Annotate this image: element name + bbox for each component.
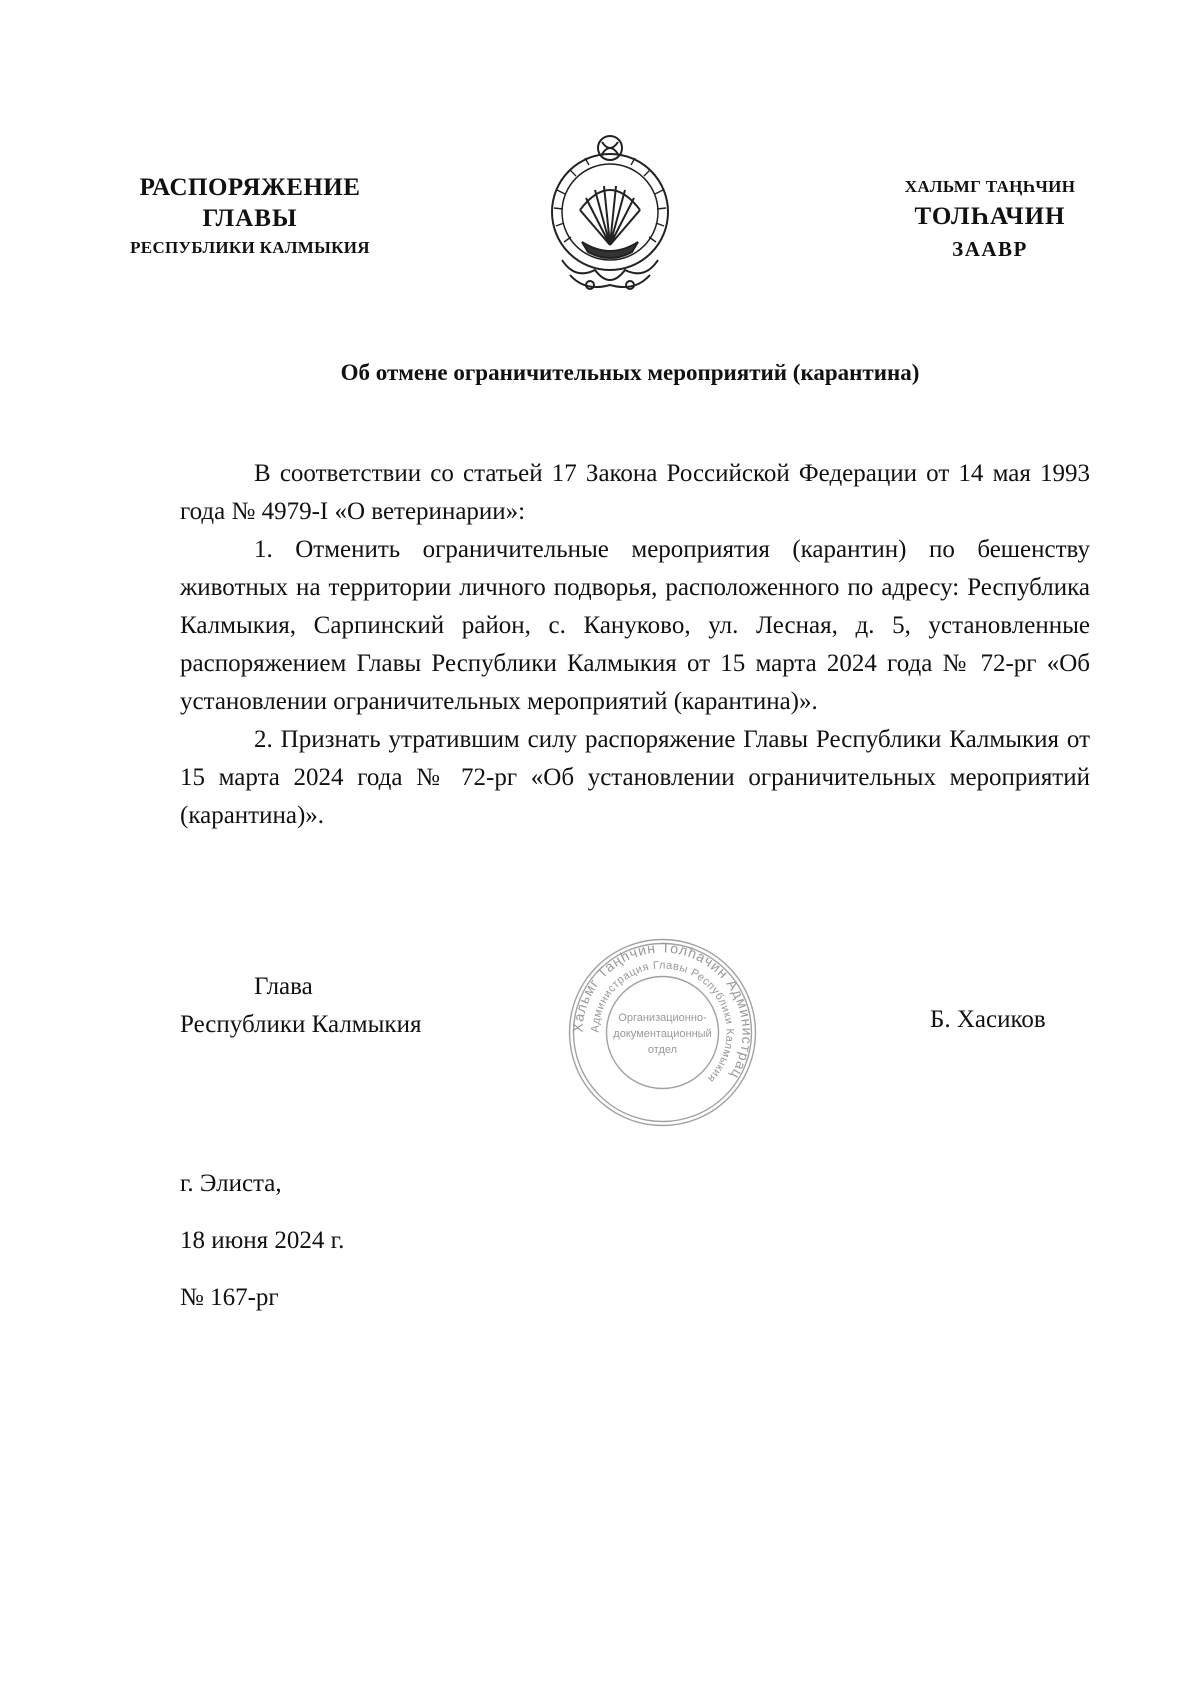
signatory-title <box>180 968 421 1044</box>
header-right-line2: ТОЛҺАЧИН <box>914 203 1066 230</box>
header-right-line3: ЗААВР <box>952 237 1028 261</box>
issuer-header-russian <box>80 172 420 262</box>
document-footer <box>180 1165 344 1336</box>
stamp-outer-text: Хальмг Таңһчин Толһачин Администрац <box>569 939 756 1083</box>
signatory-name: Б. Хасиков <box>930 1006 1046 1033</box>
stamp-center-line2: документационный <box>613 1028 712 1040</box>
document-title: Об отмене ограничительных мероприятий (карантина) <box>340 360 920 385</box>
stamp-inner-ring-text: Администрация Главы Республики Калмыкия <box>589 959 736 1085</box>
footer-city: г. Элиста, <box>180 1170 282 1197</box>
header-left-line2: ГЛАВЫ <box>202 205 298 232</box>
official-stamp <box>565 935 760 1130</box>
footer-number: № 167-рг <box>180 1284 279 1311</box>
signatory-title-line2: Республики Калмыкия <box>180 1011 422 1038</box>
issuer-header-kalmyk <box>840 172 1140 266</box>
header-right-line1: ХАЛЬМГ ТАҢҺЧИН <box>904 177 1076 196</box>
stamp-center-line1: Организационно- <box>618 1012 707 1024</box>
stamp-center-line3: отдел <box>647 1044 678 1056</box>
header-left-line3: РЕСПУБЛИКИ КАЛМЫКИЯ <box>130 238 370 257</box>
coat-of-arms-icon <box>540 130 680 300</box>
body-item-1: 1. Отменить ограничительные мероприятия (карантин) по бешенству животных на территории личного подворья, расположенного по адресу: Республика Калмыкия, Сарпинский район, с. Кануково, ул. Лесная, д. 5, установленные распоряжением Главы Республики Калмыкия от 15 марта 2024 года № 72-рг «Об установлении ограничительных мероприятий (карантина)». <box>180 536 1090 715</box>
footer-date: 18 июня 2024 г. <box>180 1227 345 1254</box>
body-item-2: 2. Признать утратившим силу распоряжение Главы Республики Калмыкия от 15 марта 2024 года № 72-рг «Об установлении ограничительных мероприятий (карантина)». <box>180 726 1090 829</box>
header-left-line1: РАСПОРЯЖЕНИЕ <box>139 174 361 201</box>
document-body <box>180 455 1090 835</box>
signatory-title-line1: Глава <box>254 973 313 1000</box>
body-intro: В соответствии со статьей 17 Закона Российской Федерации от 14 мая 1993 года № 4979-I «О ветеринарии»: <box>180 460 1090 525</box>
